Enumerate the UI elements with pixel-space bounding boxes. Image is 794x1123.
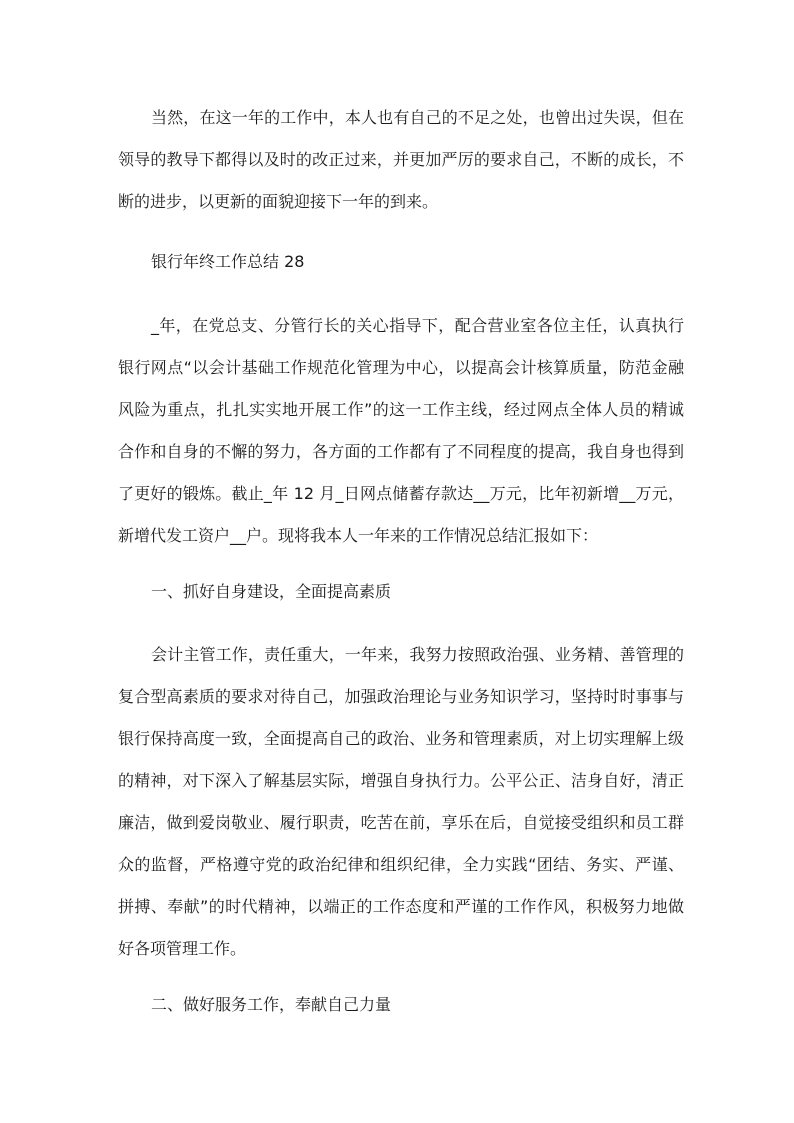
section-2-heading: 二、做好服务工作，奉献自己力量 [151,995,392,1014]
document-title-block [118,241,684,283]
paragraph-2-line-4: 合作和自身的不懈的努力，各方面的工作都有了不同程度的提高，我自身也得到 [118,442,684,461]
paragraph-1-line-1: 当然，在这一年的工作中，本人也有自己的不足之处，也曾出过失误，但在 [151,108,684,127]
paragraph-2-line-6: 新增代发工资户__户。现将我本人一年来的工作情况总结汇报如下： [118,526,599,545]
paragraph-3-line-2: 复合型高素质的要求对待自己，加强政治理论与业务知识学习，坚持时时事事与 [118,687,684,706]
paragraph-2 [118,305,684,557]
paragraph-3-line-5: 廉洁，做到爱岗敬业、履行职责，吃苦在前，享乐在后，自觉接受组织和员工群 [118,813,684,832]
paragraph-3-line-1: 会计主管工作，责任重大，一年来，我努力按照政治强、业务精、善管理的 [151,645,684,664]
paragraph-3-line-6: 众的监督，严格遵守党的政治纪律和组织纪律，全力实践“团结、务实、严谨、 [118,855,684,874]
paragraph-2-line-2: 银行网点“以会计基础工作规范化管理为中心，以提高会计核算质量，防范金融 [118,358,684,377]
paragraph-1-line-3: 断的进步，以更新的面貌迎接下一年的到来。 [118,192,439,211]
paragraph-3-line-7: 拼搏、奉献”的时代精神，以端正的工作态度和严谨的工作作风，积极努力地做 [118,897,684,916]
paragraph-2-line-5: 了更好的锻炼。截止_年 12 月_日网点储蓄存款达__万元，比年初新增__万元， [118,484,684,503]
document-title: 银行年终工作总结 28 [151,252,305,271]
paragraph-2-line-3: 风险为重点，扎扎实实地开展工作”的这一工作主线，经过网点全体人员的精诚 [118,400,684,419]
section-1-heading-block [118,571,684,613]
paragraph-3 [118,634,684,970]
paragraph-1-line-2: 领导的教导下都得以及时的改正过来，并更加严厉的要求自己，不断的成长，不 [118,150,684,169]
paragraph-3-line-3: 银行保持高度一致，全面提高自己的政治、业务和管理素质，对上切实理解上级 [118,729,684,748]
paragraph-3-line-8: 好各项管理工作。 [118,939,247,958]
section-1-heading: 一、抓好自身建设，全面提高素质 [151,582,392,601]
section-2-heading-block [118,984,684,1026]
paragraph-1 [118,97,684,223]
paragraph-2-line-1: _年，在党总支、分管行长的关心指导下，配合营业室各位主任，认真执行 [151,316,684,335]
paragraph-3-line-4: 的精神，对下深入了解基层实际，增强自身执行力。公平公正、洁身自好，清正 [118,771,684,790]
